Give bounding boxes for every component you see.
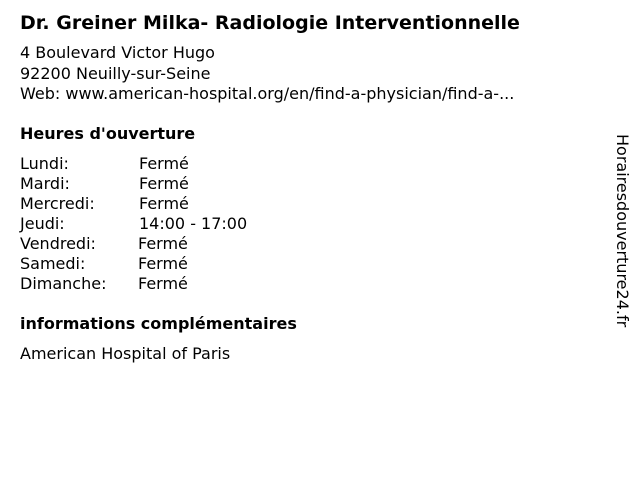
address-city: 92200 Neuilly-sur-Seine [20,64,211,83]
hours-row-friday [20,234,320,254]
hours-value: Fermé [138,234,188,253]
day-label: Lundi: [20,154,69,173]
hours-value: Fermé [138,274,188,293]
hours-row-wednesday [20,194,320,214]
day-label: Mardi: [20,174,70,193]
hours-value: 14:00 - 17:00 [139,214,248,233]
day-label: Samedi: [20,254,86,273]
address-street: 4 Boulevard Victor Hugo [20,43,215,62]
website-link[interactable]: Web: www.american-hospital.org/en/find-a-physician/find-a-... [20,84,515,103]
additional-info-heading: informations complémentaires [20,314,297,333]
site-brand-text: Horairesdouverture24.fr [613,134,632,328]
hours-row-monday [20,154,320,174]
hours-value: Fermé [139,174,189,193]
site-brand-watermark [612,134,632,344]
hours-row-sunday [20,274,320,294]
hours-heading: Heures d'ouverture [20,124,196,143]
page-title: Dr. Greiner Milka- Radiologie Interventionnelle [20,12,520,34]
hours-value: Fermé [138,254,188,273]
day-label: Jeudi: [20,214,65,233]
hours-row-saturday [20,254,320,274]
day-label: Vendredi: [20,234,96,253]
hours-value: Fermé [139,194,189,213]
hours-row-tuesday [20,174,320,194]
day-label: Mercredi: [20,194,95,213]
additional-info-text: American Hospital of Paris [20,344,231,363]
hours-row-thursday [20,214,320,234]
hours-value: Fermé [139,154,189,173]
day-label: Dimanche: [20,274,107,293]
